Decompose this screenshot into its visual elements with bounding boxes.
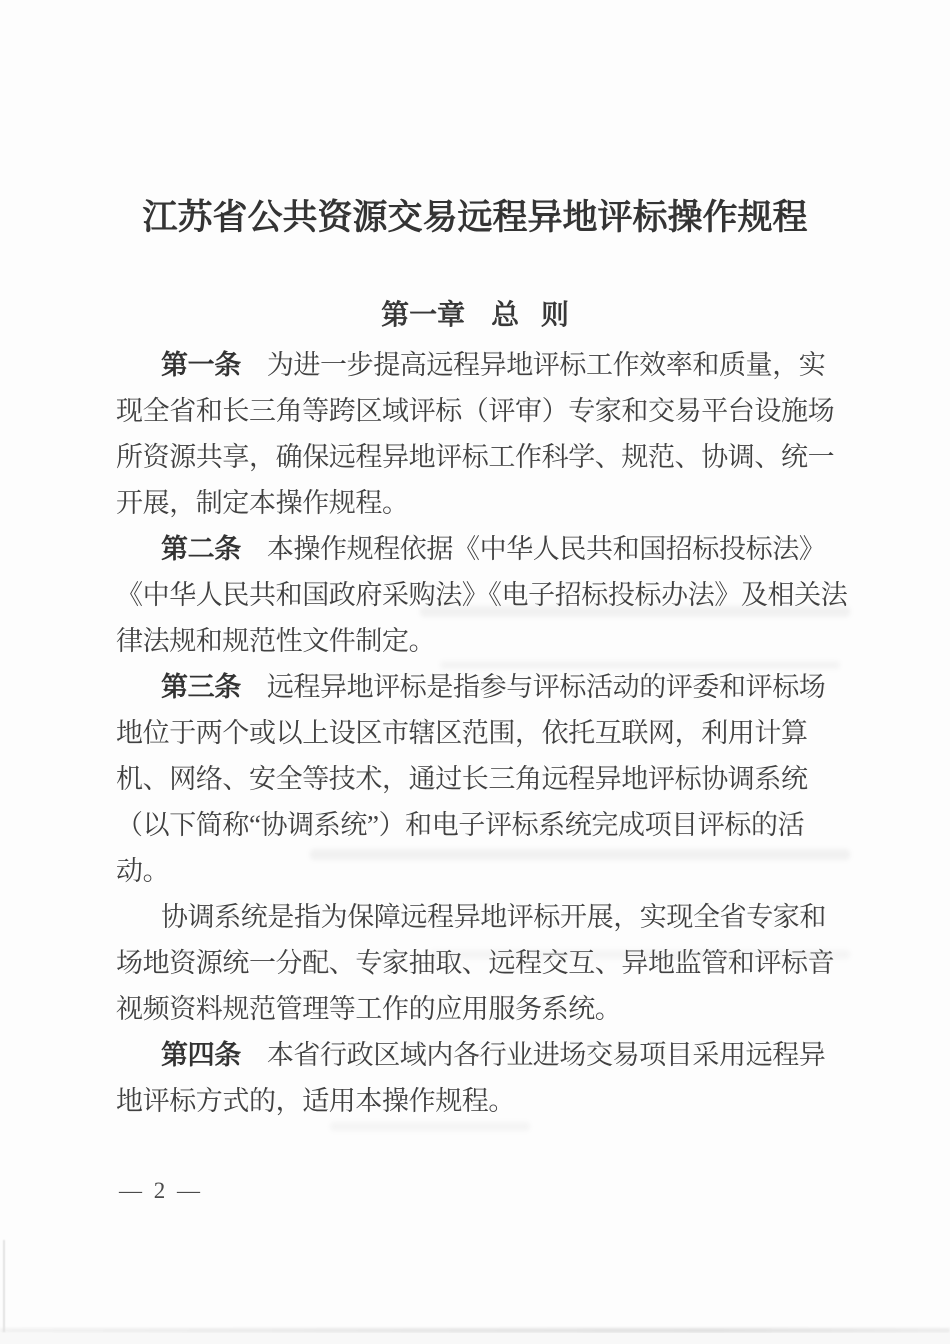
article-2-label: 第二条: [161, 534, 241, 564]
page-bottom-band: [0, 1333, 950, 1344]
document-title: 江苏省公共资源交易远程异地评标操作规程: [142, 198, 808, 237]
body-line: [116, 618, 856, 664]
body-line: [116, 434, 856, 480]
body-line: [116, 388, 856, 434]
body-line-text: 地位于两个或以上设区市辖区范围，依托互联网，利用计算: [116, 718, 808, 748]
article-4-label: 第四条: [161, 1040, 241, 1070]
body-line: [116, 940, 856, 986]
body-line: [116, 894, 856, 940]
body-line-text: 机、网络、安全等技术，通过长三角远程异地评标协调系统: [116, 764, 808, 794]
body-line-text: 开展，制定本操作规程。: [116, 488, 409, 518]
body-line: [116, 710, 856, 756]
article-3-label: 第三条: [161, 672, 241, 702]
chapter-number: 第一章: [381, 299, 466, 330]
body-line-text: 律法规和规范性文件制定。: [116, 626, 436, 656]
body-line-text: 本省行政区域内各行业进场交易项目采用远程异: [266, 1040, 826, 1070]
page-number: — 2 —: [119, 1178, 203, 1203]
body-line: [116, 1078, 856, 1124]
body-line: [116, 986, 856, 1032]
body-line: [116, 572, 856, 618]
body-line-text: 现全省和长三角等跨区域评标（评审）专家和交易平台设施场: [116, 396, 835, 426]
body-line-text: 所资源共享，确保远程异地评标工作科学、规范、协调、统一: [116, 442, 835, 472]
body-line-text: 协调系统是指为保障远程异地评标开展，实现全省专家和: [161, 902, 826, 932]
chapter-heading: [0, 299, 950, 331]
body-line-text: 《中华人民共和国政府采购法》《电子招标投标办法》及相关法: [116, 580, 848, 610]
body-line: [116, 1032, 856, 1078]
article-1-label: 第一条: [161, 350, 241, 380]
body-line-text: 为进一步提高远程异地评标工作效率和质量，实: [266, 350, 826, 380]
body-line-text: （以下简称“协调系统”）和电子评标系统完成项目评标的活: [116, 810, 805, 840]
page-left-edge: [3, 1240, 5, 1332]
body-line-text: 本操作规程依据《中华人民共和国招标投标法》: [266, 534, 826, 564]
body-line-text: 远程异地评标是指参与评标活动的评委和评标场: [266, 672, 826, 702]
chapter-title: 总 则: [491, 299, 569, 330]
body-line: [116, 848, 856, 894]
body-line: [116, 802, 856, 848]
body-line: [116, 756, 856, 802]
body-line-text: 地评标方式的，适用本操作规程。: [116, 1086, 515, 1116]
body-line: [116, 480, 856, 526]
body-line-text: 场地资源统一分配、专家抽取、远程交互、异地监管和评标音: [116, 948, 835, 978]
document-body: [116, 342, 856, 1124]
body-line: [116, 664, 856, 710]
body-line-text: 动。: [116, 856, 170, 886]
body-line-text: 视频资料规范管理等工作的应用服务系统。: [116, 994, 622, 1024]
body-line: [116, 342, 856, 388]
body-line: [116, 526, 856, 572]
